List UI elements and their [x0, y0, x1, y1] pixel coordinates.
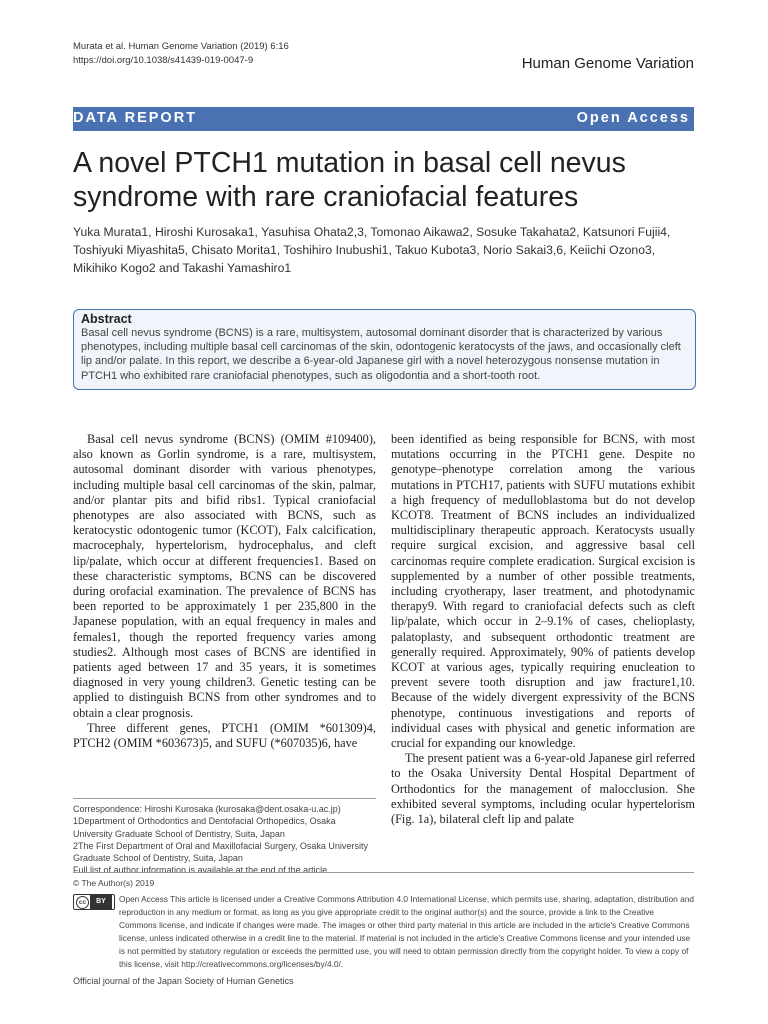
body-paragraph: Basal cell nevus syndrome (BCNS) (OMIM #109400), also known as Gorlin syndrome, is a rare, multisystem, autosomal dominant disorder with various phenotypes, including multiple basal cell carcinomas of the skin, palmar, and/or plantar pits and bifid ribs1. Typical craniofacial phenotypes are also associated with BCNS, such as keratocystic odontogenic tumor (KCOT), Falx calcification, macrocephaly, hypertelorism, hydrocephalus, and cleft lip/palate, which occur at different frequencies1. Based on these characteristic symptoms, BCNS can be discovered during orofacial examination. The prevalence of BCNS has been reported to be approximately 1 per 235,800 in the Japanese population, with an equal frequency in males and females1, though the reported frequency varies among studies2. Although most cases of BCNS are identified in patients aged between 17 and 35 years, it is sometimes diagnosed in very young children3. Genetic testing can be applied to distinguish BCNS from other syndromes and to obtain a clear prognosis. — [73, 432, 376, 720]
author-line: Toshiyuki Miyashita5, Chisato Morita1, Toshihiro Inubushi1, Takuo Kubota3, Norio Sakai3,6, Keiichi Ozono3, — [73, 243, 656, 257]
article-title — [73, 146, 693, 214]
body-column-right — [391, 432, 695, 827]
license-block — [73, 893, 694, 971]
body-paragraph: been identified as being responsible for BCNS, with most mutations occurring in the PTCH1 gene. Despite no genotype–phenotype correlation among the various mutations in PTCH17, patients with SUFU mutations exhibit a high frequency of medulloblastoma but do not develop KCOT8. Treatment of BCNS includes an individualized multidisciplinary therapeutic approach. Keratocysts usually require surgical excision, and aggressive basal cell carcinomas require complete eradication. Surgical excision is supplemented by a number of other possible treatments, including cryotherapy, laser treatment, and photodynamic therapy9. With regard to craniofacial defects such as cleft lip/palate, which occur in 2–9.1% of cases, chelioplasty, palatoplasty, and subsequent orthodontic treatment are generally required. Approximately, 90% of patients develop KCOT at various ages, typically requiring enucleation to prevent severe tooth disruption and jaw fracture1,10. Because of the widely divergent expressivity of the BCNS phenotype, continuous investigations and reports of individual cases with physical and genetic information are crucial for expanding our knowledge. — [391, 432, 695, 751]
citation-block — [73, 40, 289, 68]
abstract-heading: Abstract — [81, 312, 132, 326]
author-line: Yuka Murata1, Hiroshi Kurosaka1, Yasuhisa Ohata2,3, Tomonao Aikawa2, Sosuke Takahata2, Katsunori Fujii4, — [73, 225, 671, 239]
body-paragraph: The present patient was a 6-year-old Japanese girl referred to the Osaka University Dental Hospital Department of Orthodontics for the management of malocclusion. She exhibited several symptoms, including ocular hypertelorism (Fig. 1a), bilateral cleft lip and palate — [391, 751, 695, 827]
footnote-divider — [73, 798, 376, 799]
article-type: DATA REPORT — [73, 110, 198, 126]
cc-by-icon[interactable] — [73, 894, 115, 910]
article-type-banner — [73, 107, 694, 131]
open-access-label: Open Access — [576, 110, 690, 126]
author-list — [73, 223, 693, 277]
correspondence-footnote — [73, 803, 376, 877]
body-column-left — [73, 432, 376, 751]
copyright-line: © The Author(s) 2019 — [73, 878, 155, 888]
license-text: Open Access This article is licensed under a Creative Commons Attribution 4.0 International License, which permits use, sharing, adaptation, distribution and reproduction in any medium or format, as long as you give appropriate credit to the original author(s) and the source, provide a link to the Creative Commons license, and indicate if changes were made. The images or other third party material in this article are included in the article's Creative Commons license, unless indicated otherwise in a credit line to the material. If material is not included in the article's Creative Commons license and your intended use is not permitted by statutory regulation or exceeds the permitted use, you will need to obtain permission directly from the copyright holder. To view a copy of this license, visit http://creativecommons.org/licenses/by/4.0/. — [119, 894, 694, 969]
affiliation-line: 2The First Department of Oral and Maxillofacial Surgery, Osaka University Graduate School of Dentistry, Suita, Japan — [73, 840, 368, 864]
body-paragraph: Three different genes, PTCH1 (OMIM *601309)4, PTCH2 (OMIM *603673)5, and SUFU (*607035)6, have — [73, 720, 376, 751]
by-icon: BY — [90, 895, 112, 909]
title-line: syndrome with rare craniofacial features — [73, 181, 579, 213]
license-divider — [73, 872, 694, 873]
abstract-text: Basal cell nevus syndrome (BCNS) is a rare, multisystem, autosomal dominant disorder that is characterized by various phenotypes, including multiple basal cell carcinomas of the skin, odontogenic keratocysts of the jaws, and occasionally cleft lip and/or palate. In this report, we describe a 6-year-old Japanese girl with a novel heterozygous nonsense mutation in PTCH1 who exhibited rare craniofacial phenotypes, such as oligodontia and a short-tooth root. — [81, 327, 681, 382]
footer-journal-line: Official journal of the Japan Society of Human Genetics — [73, 976, 294, 986]
journal-name: Human Genome Variation — [521, 55, 694, 72]
title-line: A novel PTCH1 mutation in basal cell nevus — [73, 147, 626, 179]
affiliation-note: Full list of author information is available at the end of the article. — [73, 865, 330, 876]
citation-line: Murata et al. Human Genome Variation (2019) 6:16 — [73, 41, 289, 52]
author-line: Mikihiko Kogo2 and Takashi Yamashiro1 — [73, 261, 292, 275]
correspondence-line[interactable]: Correspondence: Hiroshi Kurosaka (kurosaka@dent.osaka-u.ac.jp) — [73, 804, 341, 814]
cc-icon: cc — [76, 896, 89, 909]
abstract-box — [73, 309, 696, 390]
affiliation-line: 1Department of Orthodontics and Dentofacial Orthopedics, Osaka University Graduate School of Dentistry, Suita, Japan — [73, 816, 336, 839]
doi-link[interactable]: https://doi.org/10.1038/s41439-019-0047-9 — [73, 55, 254, 66]
